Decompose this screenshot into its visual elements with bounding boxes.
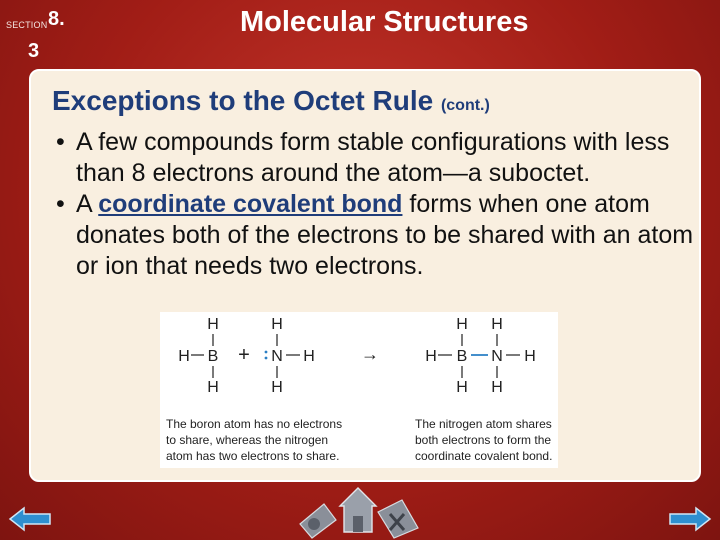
lone-pair-dot [265, 357, 268, 360]
atom-h: H [207, 379, 219, 396]
lone-pair-dot [265, 351, 268, 354]
atom-h: H [425, 348, 437, 365]
bullet-list [48, 127, 698, 282]
section-number: 8. [48, 8, 65, 30]
caption-line: The boron atom has no electrons [166, 417, 343, 431]
atom-h: H [491, 316, 503, 333]
borane-molecule [178, 316, 219, 396]
bullet-prefix: A [76, 190, 99, 218]
bullet-suffix: forms when one atom donates both of the electrons to be shared with an atom or ion that needs two electrons. [76, 190, 694, 280]
bullet-dot: • [56, 128, 65, 156]
home-icon[interactable] [340, 488, 376, 532]
slide-title [52, 85, 490, 117]
reaction-arrow: → [361, 344, 379, 364]
navigation-bar [0, 484, 720, 540]
slide-title-suffix: (cont.) [440, 97, 490, 114]
plus-sign: + [238, 344, 250, 366]
atom-h: H [456, 316, 468, 333]
atom-h: H [491, 379, 503, 396]
caption-line: both electrons to form the [415, 433, 552, 447]
forward-arrow-icon[interactable] [668, 506, 712, 532]
atom-h: H [178, 348, 190, 365]
atom-h: H [271, 316, 283, 333]
bullet-item [48, 189, 698, 282]
bullet-dot: • [56, 190, 65, 218]
caption-line: The nitrogen atom shares [415, 417, 552, 431]
caption-right [415, 417, 552, 463]
atom-b: B [456, 348, 468, 365]
ammonia-molecule [265, 316, 315, 396]
lewis-structure-figure [160, 312, 558, 468]
atom-n: N [271, 348, 283, 365]
caption-left [166, 417, 342, 463]
back-arrow-icon[interactable] [8, 506, 52, 532]
product-molecule [425, 316, 536, 396]
caption-line: coordinate covalent bond. [415, 449, 553, 463]
atom-h: H [271, 379, 283, 396]
previous-slide-icon[interactable] [300, 504, 336, 538]
atom-h: H [303, 348, 315, 365]
exit-icon[interactable] [378, 500, 418, 538]
caption-line: to share, whereas the nitrogen [166, 433, 329, 447]
atom-b: B [207, 348, 219, 365]
nav-center-cluster [296, 484, 422, 540]
section-sub-number: 3 [28, 40, 40, 62]
caption-line: atom has two electrons to share. [166, 449, 340, 463]
coordinate-covalent-bond-link[interactable]: coordinate covalent bond [98, 190, 403, 218]
slide-title-text: Exceptions to the Octet Rule [52, 85, 434, 116]
bullet-text: A few compounds form stable configurations with less than 8 electrons around the atom—a suboctet. [76, 128, 670, 187]
atom-h: H [207, 316, 219, 333]
chapter-title: Molecular Structures [240, 6, 529, 38]
bullet-item [48, 127, 698, 189]
atom-h: H [524, 348, 536, 365]
atom-h: H [456, 379, 468, 396]
section-label: SECTION [6, 20, 48, 30]
atom-n: N [491, 348, 503, 365]
lewis-structure-diagram [160, 312, 558, 468]
